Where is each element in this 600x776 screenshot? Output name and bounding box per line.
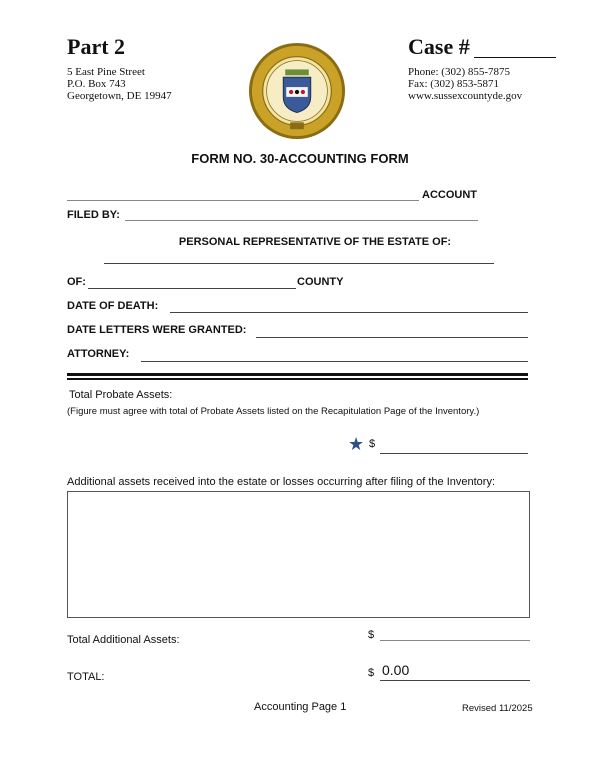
revised-date: Revised 11/2025	[462, 703, 533, 714]
section-divider	[67, 373, 528, 376]
additional-assets-label: Additional assets received into the estate or losses occurring after filing of the Inventory:	[67, 476, 496, 488]
of-label: OF:	[67, 276, 86, 288]
total-currency: $	[368, 667, 375, 679]
address-line: 5 East Pine Street	[67, 66, 145, 78]
contact-info	[408, 66, 522, 102]
total-probate-assets-label: Total Probate Assets:	[69, 389, 173, 401]
total-field-underline	[380, 680, 530, 681]
date-of-death-label: DATE OF DEATH:	[67, 300, 159, 312]
case-number-field[interactable]	[474, 57, 556, 58]
account-label: ACCOUNT	[422, 189, 477, 201]
personal-representative-heading: PERSONAL REPRESENTATIVE OF THE ESTATE OF:	[178, 236, 452, 248]
address-line: P.O. Box 743	[67, 78, 126, 90]
website-link[interactable]: www.sussexcountyde.gov	[408, 90, 523, 102]
total-additional-assets-label: Total Additional Assets:	[67, 634, 180, 646]
total-value[interactable]: 0.00	[382, 662, 410, 678]
form-title: FORM NO. 30-ACCOUNTING FORM	[191, 151, 409, 166]
county-label: COUNTY	[297, 276, 344, 288]
additional-currency: $	[368, 629, 375, 641]
page-label: Accounting Page 1	[254, 701, 347, 713]
probate-assets-note: (Figure must agree with total of Probate Assets listed on the Recapitulation Page of the Inventory.)	[67, 406, 480, 417]
part-title: Part 2	[67, 34, 126, 59]
date-letters-granted-label: DATE LETTERS WERE GRANTED:	[67, 324, 247, 336]
additional-assets-textarea[interactable]	[67, 491, 530, 618]
county-seal-logo	[248, 42, 346, 140]
date-of-death-field[interactable]	[170, 312, 528, 313]
fax-text: Fax: (302) 853-5871	[408, 78, 500, 90]
section-divider-thin	[67, 378, 528, 380]
star-icon: ★	[348, 434, 365, 454]
total-label: TOTAL:	[67, 671, 105, 683]
case-number-label: Case #	[408, 34, 470, 59]
address-line: Georgetown, DE 19947	[67, 90, 172, 102]
total-additional-assets-field[interactable]	[380, 640, 530, 641]
phone-text: Phone: (302) 855-7875	[408, 66, 511, 78]
county-field[interactable]	[88, 288, 296, 289]
filed-by-field[interactable]	[125, 220, 478, 221]
probate-assets-field[interactable]	[380, 453, 528, 454]
attorney-label: ATTORNEY:	[67, 348, 130, 360]
estate-name-field[interactable]	[104, 263, 494, 264]
office-address	[67, 66, 172, 102]
date-letters-granted-field[interactable]	[256, 337, 528, 338]
account-field[interactable]	[67, 200, 419, 201]
attorney-field[interactable]	[141, 361, 528, 362]
probate-currency: $	[369, 438, 376, 450]
filed-by-label: FILED BY:	[67, 209, 120, 221]
